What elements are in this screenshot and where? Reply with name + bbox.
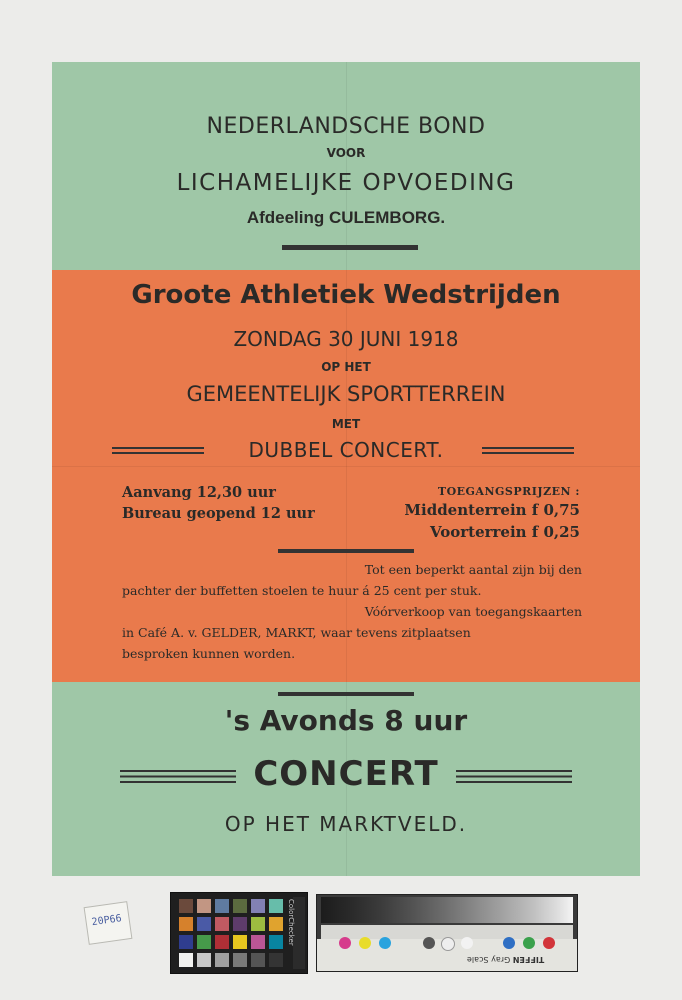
swatch — [251, 917, 265, 931]
gray-scale-label — [467, 955, 544, 964]
white-dot — [441, 937, 455, 951]
price-front: Voorterrein f 0,25 — [429, 523, 580, 541]
magenta-dot — [339, 937, 351, 949]
swatch — [233, 917, 247, 931]
color-checker-text: ColorChecker — [287, 899, 295, 946]
time-office: Bureau geopend 12 uur — [122, 505, 315, 522]
green-dot — [523, 937, 535, 949]
blue-dot — [503, 937, 515, 949]
swatch — [251, 953, 265, 967]
swatch — [269, 917, 283, 931]
price-middle: Middenterrein f 0,75 — [404, 501, 580, 519]
swatch — [179, 953, 193, 967]
swatch — [179, 917, 193, 931]
prices-label: TOEGANGSPRIJZEN : — [437, 485, 580, 498]
swatch — [269, 935, 283, 949]
swatch — [233, 953, 247, 967]
color-checker — [170, 892, 308, 974]
evening-time: 's Avonds 8 uur — [224, 704, 468, 737]
archive-label-text: 20P66 — [91, 913, 123, 929]
swatch — [215, 917, 229, 931]
poster — [52, 62, 640, 876]
gray-scale-strip — [316, 894, 578, 972]
swatch — [269, 899, 283, 913]
swatch — [215, 899, 229, 913]
evening-concert: CONCERT — [253, 754, 439, 794]
evening-place: OP HET MARKTVELD. — [224, 812, 468, 836]
notice-line-1: Tot een beperkt aantal zijn bij den — [364, 562, 582, 577]
header-rule — [282, 245, 418, 250]
notice-line-3: Vóórverkoop van toegangskaarten — [364, 604, 582, 619]
gray-scale-brand: TIFFEN — [512, 955, 545, 964]
yellow-dot — [359, 937, 371, 949]
notice-line-4: in Café A. v. GELDER, MARKT, waar tevens zitplaatsen — [122, 625, 471, 640]
swatch — [179, 935, 193, 949]
swatch — [233, 899, 247, 913]
gray-scale-text: Gray Scale — [467, 955, 511, 964]
concert-rule-right — [482, 447, 574, 454]
swatch — [215, 935, 229, 949]
header-afdeeling: Afdeeling CULEMBORG. — [246, 208, 446, 227]
prices-block — [404, 484, 580, 543]
event-op-het: OP HET — [321, 360, 371, 374]
gray-dot — [423, 937, 435, 949]
evening-rule — [278, 692, 414, 696]
header-bond: NEDERLANDSCHE BOND — [206, 114, 486, 139]
swatch — [269, 953, 283, 967]
cyan-dot — [379, 937, 391, 949]
notice-rule — [278, 549, 414, 553]
event-date: ZONDAG 30 JUNI 1918 — [233, 327, 459, 351]
notice-line-2: pachter der buffetten stoelen te huur á 25 cent per stuk. — [122, 583, 482, 598]
times-block — [122, 482, 315, 524]
white-dot — [461, 937, 473, 949]
evening-rule-right — [456, 770, 572, 783]
swatch — [197, 917, 211, 931]
swatch — [215, 953, 229, 967]
event-met: MET — [331, 417, 361, 431]
swatch — [233, 935, 247, 949]
header-voor: VOOR — [326, 146, 366, 160]
gray-steps — [321, 897, 573, 923]
swatch — [197, 953, 211, 967]
swatch — [197, 899, 211, 913]
swatch — [179, 899, 193, 913]
time-start: Aanvang 12,30 uur — [122, 484, 276, 501]
event-title: Groote Athletiek Wedstrijden — [131, 280, 561, 310]
archive-label — [84, 901, 133, 945]
event-dubbel-concert: DUBBEL CONCERT. — [248, 438, 444, 462]
header-opvoeding: LICHAMELIJKE OPVOEDING — [176, 170, 516, 196]
red-dot — [543, 937, 555, 949]
swatch — [251, 935, 265, 949]
swatch — [197, 935, 211, 949]
swatch — [251, 899, 265, 913]
event-venue: GEMEENTELIJK SPORTTERREIN — [186, 382, 506, 406]
notice-line-5: besproken kunnen worden. — [122, 646, 296, 661]
